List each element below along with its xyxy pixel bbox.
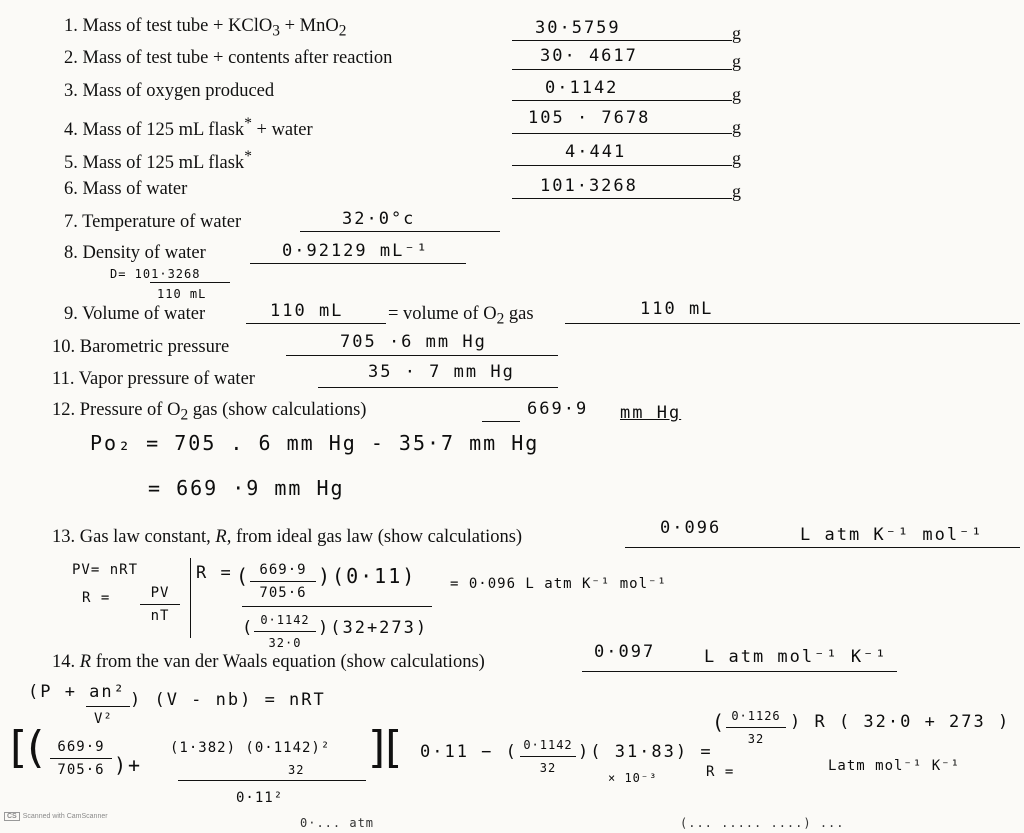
density-work-numerator: D= 101·3268 [110,267,201,281]
answer-8: 0·92129 mL⁻¹ [282,241,429,261]
vdw-moles-top: 0·1142 [523,738,573,752]
answer-line-11 [318,387,558,388]
rhs-moles-fraction [726,706,786,749]
vdw-pressure-bottom: 705·6 [57,762,105,778]
pressure-ratio [250,560,316,603]
open-bracket: [( [10,722,45,773]
answer-13: 0·096 [660,518,722,538]
r-result: = 0·096 L atm K⁻¹ mol⁻¹ [450,576,667,592]
answer-line-4 [512,133,732,134]
pv-numerator: PV [150,585,170,601]
moles-open: ( [242,618,255,638]
question-9-oxygen-volume: = volume of $O_2$ gas [388,304,534,328]
question-4: 4. Mass of 125 mL flask* + water [64,115,313,141]
vdw-a-fraction-bar [178,780,366,781]
question-8: 8. Density of water [64,243,206,263]
density-work-denominator: 110 mL [157,287,207,301]
pressure-work-line-2: = 669 ·9 mm Hg [148,476,345,500]
answer-2: 30· 4617 [540,46,638,66]
unit-12: mm Hg [620,403,682,423]
temperature-term: )(32+273) [318,618,429,638]
unit-2: g [732,51,741,71]
answer-line-14 [582,671,897,672]
camscanner-logo: CS [4,812,20,821]
r-label: R = [196,563,233,583]
rhs-open-paren: ( [712,710,727,734]
ideal-gas-rearranged: R = [82,590,111,606]
pv-over-nt [140,583,180,626]
main-fraction-bar [242,606,432,607]
vdw-exponent: × 10⁻³ [608,771,658,785]
question-12: 12. Pressure of $O_2$ gas (show calculations) [52,400,367,424]
pressure-ratio-bottom: 705·6 [259,585,307,601]
answer-line-13 [625,547,1020,548]
answer-line-9b [565,323,1020,324]
answer-3: 0·1142 [545,78,619,98]
ideal-gas-equation: PV= nRT [72,562,139,578]
question-14: 14. R from the van der Waals equation (show calculations) [52,652,485,672]
answer-9: 110 mL [270,301,344,321]
answer-line-5 [512,165,732,166]
question-13: 13. Gas law constant, R, from ideal gas law (show calculations) [52,527,523,547]
rhs-moles-bottom: 32 [747,732,765,746]
answer-4: 105 · 7678 [528,108,651,128]
vdw-pressure-ratio [50,737,112,780]
answer-line-7 [300,231,500,232]
vdw-a-term: (1·382) (0·1142)² [170,740,331,756]
answer-line-12 [482,421,520,422]
question-6: 6. Mass of water [64,179,188,199]
moles-bottom: 32·0 [268,636,302,650]
answer-6: 101·3268 [540,176,638,196]
answer-line-3 [512,100,732,101]
density-work-bar [150,282,230,283]
unit-3: g [732,84,741,104]
question-2: 2. Mass of test tube + contents after reaction [64,48,393,68]
answer-9-oxygen-volume: 110 mL [640,299,714,319]
answer-14: 0·097 [594,642,656,662]
answer-line-9 [246,323,386,324]
moles-fraction [254,610,316,653]
unit-4: g [732,117,741,137]
rhs-rest: ) R ( 32·0 + 273 ) [790,712,1011,732]
watermark-text: Scanned with CamScanner [22,813,108,820]
answer-7: 32·0°c [342,209,416,229]
question-1: 1. Mass of test tube + KClO$_3$ + MnO$_2$ [64,16,347,40]
vdw-pressure-top: 669·9 [57,739,105,755]
final-units: Latm mol⁻¹ K⁻¹ [828,758,961,774]
unit-5: g [732,148,741,168]
scanner-watermark [4,812,108,821]
r-equals: R = [706,764,735,780]
unit-6: g [732,181,741,201]
pressure-ratio-top: 669·9 [259,562,307,578]
unit-14: L atm mol⁻¹ K⁻¹ [704,647,888,667]
answer-line-2 [512,69,732,70]
unit-13: L atm K⁻¹ mol⁻¹ [800,525,984,545]
answer-line-6 [512,198,732,199]
open-paren: ( [236,564,251,588]
vdw-moles-fraction [520,735,576,778]
vdw-a-denominator: 0·11² [236,790,284,806]
volume-multiplier: )(0·11) [318,564,417,588]
question-3: 3. Mass of oxygen produced [64,81,275,101]
close-bracket: ][ [368,722,403,773]
answer-10: 705 ·6 mm Hg [340,332,487,352]
vdw-rest: ) (V - nb) = nRT [130,690,326,710]
vdw-b-term: )( 31·83) = [578,742,713,762]
rhs-moles-top: 0·1126 [731,709,781,723]
vdw-pressure-term: (P + an² [28,682,126,702]
work-divider [190,558,191,638]
answer-11: 35 · 7 mm Hg [368,362,515,382]
vdw-a-term-sub: 32 [288,763,305,777]
answer-line-8 [250,263,466,264]
answer-line-1 [512,40,732,41]
nt-denominator: nT [150,608,170,624]
moles-top: 0·1142 [260,613,310,627]
vdw-moles-bottom: 32 [539,761,557,775]
vdw-volume-term: 0·11 − ( [420,742,518,762]
answer-line-10 [286,355,558,356]
cut-off-line-2: (... ..... ....) ... [680,816,845,830]
vdw-plus: )+ [114,753,143,777]
question-9: 9. Volume of water [64,304,206,324]
question-10: 10. Barometric pressure [52,337,230,357]
question-7: 7. Temperature of water [64,212,242,232]
question-11: 11. Vapor pressure of water [52,369,255,389]
vdw-fraction-bar [86,706,130,707]
answer-12: 669·9 [527,399,589,419]
cut-off-line-1: 0·... atm [300,816,375,830]
unit-1: g [732,23,741,43]
answer-1: 30·5759 [535,18,621,38]
answer-5: 4·441 [565,142,627,162]
pressure-work-line-1: Po₂ = 705 . 6 mm Hg - 35·7 mm Hg [90,431,540,455]
vdw-volume-squared: V² [94,711,113,727]
question-5: 5. Mass of 125 mL flask* [64,148,252,174]
